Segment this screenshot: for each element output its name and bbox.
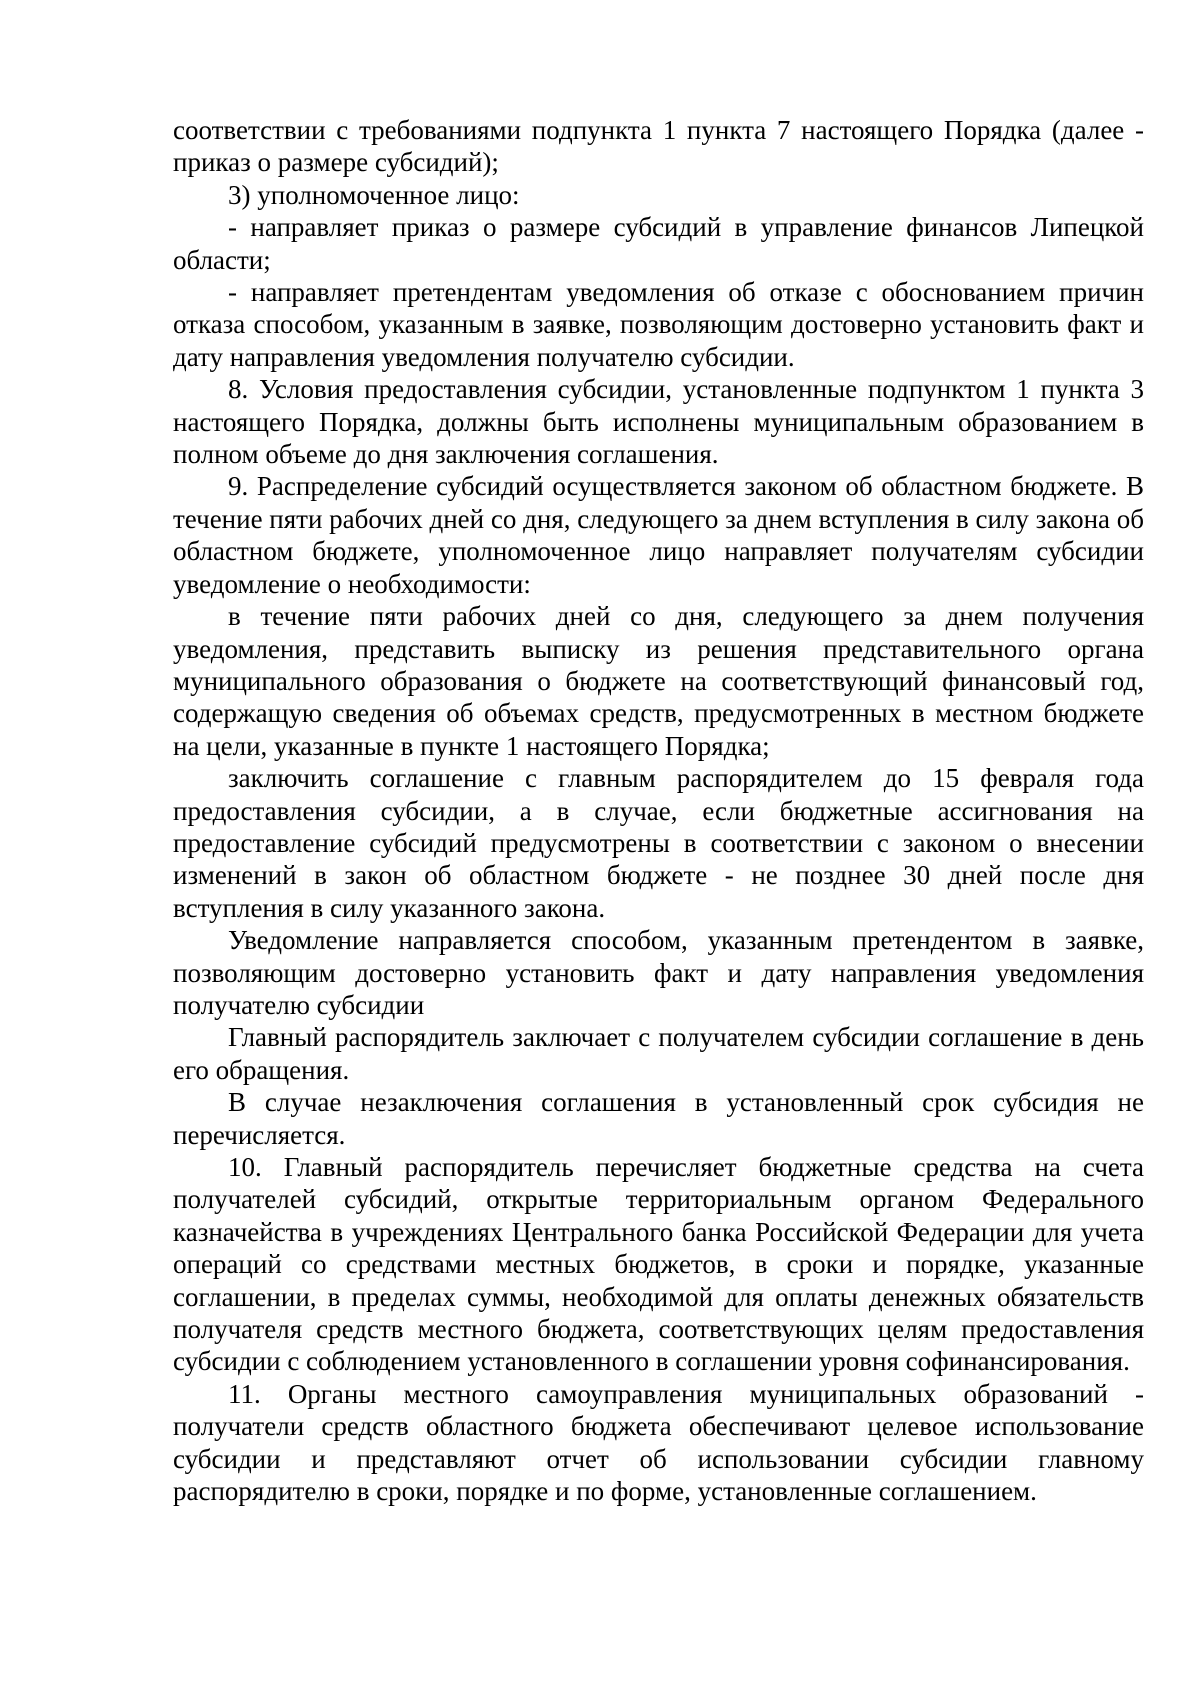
paragraph-item-8: 8. Условия предоставления субсидии, установленные подпунктом 1 пункта 3 настоящего Порядка, должны быть исполнены муниципальным образованием в полном объеме до дня заключения соглашения. <box>173 374 1144 470</box>
document-page <box>173 114 1144 1507</box>
paragraph-send-refusal: - направляет претендентам уведомления об отказе с обоснованием причин отказа способом, указанным в заявке, позволяющим достоверно установить факт и дату направления уведомления получателю субсидии. <box>173 277 1144 372</box>
paragraph-agreement: заключить соглашение с главным распорядителем до 15 февраля года предоставления субсидии, а в случае, если бюджетные ассигнования на предоставление субсидий предусмотрены в соответствии с законом о внесении изменений в закон об областном бюджете - не позднее 30 дней после дня вступления в силу указанного закона. <box>173 763 1144 923</box>
paragraph-notification: Уведомление направляется способом, указанным претендентом в заявке, позволяющим достоверно установить факт и дату направления уведомления получателю субсидии <box>173 925 1144 1020</box>
paragraph-authorized-person: 3) уполномоченное лицо: <box>228 179 520 210</box>
paragraph-item-9: 9. Распределение субсидий осуществляется законом об областном бюджете. В течение пяти рабочих дней со дня, следующего за днем вступления в силу закона об областном бюджете, уполномоченное лицо направляет получателям субсидии уведомление о необходимости: <box>173 471 1144 599</box>
paragraph-extract: в течение пяти рабочих дней со дня, следующего за днем получения уведомления, представить выписку из решения представительного органа муниципального образования о бюджете на соответствующий финансовый год, содержащую сведения об объемах средств, предусмотренных в местном бюджете на цели, указанные в пункте 1 настоящего Порядка; <box>173 601 1144 761</box>
paragraph-send-order: - направляет приказ о размере субсидий в управление финансов Липецкой области; <box>173 212 1144 275</box>
paragraph-non-conclusion: В случае незаключения соглашения в установленный срок субсидия не перечисляется. <box>173 1087 1144 1150</box>
paragraph-item-11: 11. Органы местного самоуправления муниципальных образований - получатели средств областного бюджета обеспечивают целевое использование субсидии и представляют отчет об использовании субсидии главному распорядителю в сроки, порядке и по форме, установленные соглашением. <box>173 1378 1144 1507</box>
paragraph-item-10: 10. Главный распорядитель перечисляет бюджетные средства на счета получателей субсидий, открытые территориальным органом Федерального казначейства в учреждениях Центрального банка Российской Федерации для учета операций со средствами местных бюджетов, в сроки и порядке, указанные соглашении, в пределах суммы, необходимой для оплаты денежных обязательств получателя средств местного бюджета, соответствующих целям предоставления субсидии с соблюдением установленного в соглашении уровня софинансирования. <box>173 1152 1144 1377</box>
paragraph-continuation: соответствии с требованиями подпункта 1 пункта 7 настоящего Порядка (далее - приказ о размере субсидий); <box>173 115 1144 178</box>
paragraph-main-manager: Главный распорядитель заключает с получателем субсидии соглашение в день его обращения. <box>173 1022 1144 1085</box>
